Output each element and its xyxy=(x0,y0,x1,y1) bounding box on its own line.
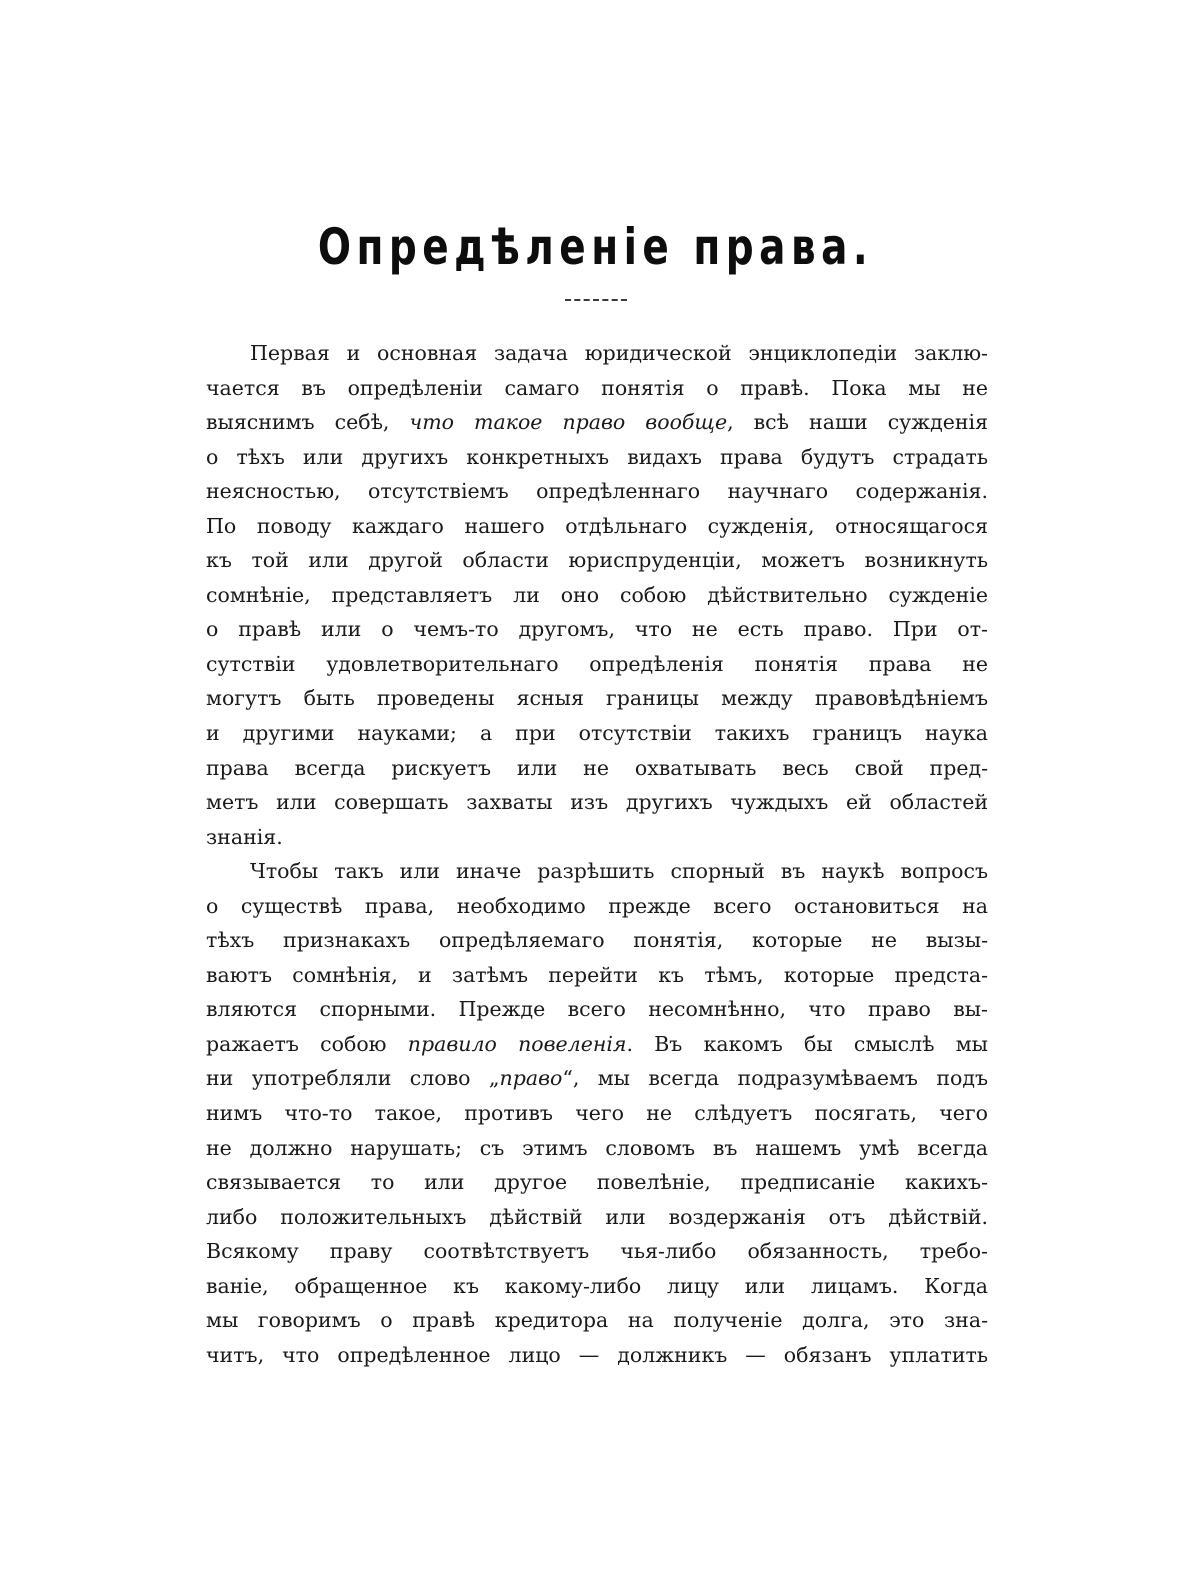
emphasis-text: что такое право вообще xyxy=(409,410,728,435)
text-line xyxy=(206,958,988,993)
text-line xyxy=(206,509,988,544)
text-line xyxy=(206,751,988,786)
text-run: читъ, что опредѣленное лицо — должникъ — обязанъ уплатить xyxy=(206,1342,988,1367)
text-run: выяснимъ себѣ, xyxy=(206,410,410,435)
text-run: ражаетъ собою xyxy=(206,1031,408,1056)
text-line xyxy=(206,716,988,751)
text-run: права всегда рискуетъ или не охватывать весь свой пред- xyxy=(206,755,988,780)
emphasis-text: правило повеленія xyxy=(407,1031,627,1056)
text-line xyxy=(206,1131,988,1166)
text-line xyxy=(206,1027,988,1062)
text-line xyxy=(206,1165,988,1200)
text-run: и другими науками; а при отсутствіи такихъ границъ наука xyxy=(206,721,988,746)
text-line xyxy=(206,889,988,924)
text-run: о тѣхъ или другихъ конкретныхъ видахъ права будутъ страдать xyxy=(206,444,988,469)
text-run: Чтобы такъ или иначе разрѣшить спорный въ наукѣ вопросъ xyxy=(250,859,988,884)
text-run: знанія. xyxy=(206,824,283,849)
text-run: ваніе, обращенное къ какому-либо лицу или лицамъ. Когда xyxy=(206,1273,988,1298)
text-run: , всѣ наши сужденія xyxy=(727,410,988,435)
emphasis-text: право xyxy=(499,1066,563,1091)
text-run: ваютъ сомнѣнія, и затѣмъ перейти къ тѣмъ, которые предста- xyxy=(206,962,988,987)
text-line xyxy=(206,1303,988,1338)
text-line xyxy=(206,923,988,958)
text-run: либо положительныхъ дѣйствій или воздержанія отъ дѣйствій. xyxy=(206,1204,988,1229)
text-run: тѣхъ признакахъ опредѣляемаго понятія, которые не вызы- xyxy=(206,928,988,953)
text-line xyxy=(206,1200,988,1235)
text-line xyxy=(206,992,988,1027)
text-run: Первая и основная задача юридической энциклопедіи заклю- xyxy=(250,341,988,365)
text-line xyxy=(206,785,988,820)
text-run: не должно нарушать; съ этимъ словомъ въ нашемъ умѣ всегда xyxy=(206,1135,988,1160)
text-run: могутъ быть проведены ясныя границы между правовѣдѣніемъ xyxy=(206,686,988,711)
text-line xyxy=(206,612,988,647)
text-run: метъ или совершать захваты изъ другихъ чуждыхъ ей областей xyxy=(206,790,988,815)
text-run: ни употребляли слово „ xyxy=(206,1066,500,1091)
text-run: . Въ какомъ бы смыслѣ мы xyxy=(626,1031,988,1056)
title-divider xyxy=(565,299,627,301)
body-text xyxy=(206,336,988,1372)
text-line xyxy=(206,578,988,613)
text-line xyxy=(206,336,988,371)
text-run: неясностью, отсутствіемъ опредѣленнаго научнаго содержанія. xyxy=(206,479,988,504)
text-run: мы говоримъ о правѣ кредитора на полученіе долга, это зна- xyxy=(206,1308,988,1333)
text-line xyxy=(206,681,988,716)
text-line xyxy=(206,1269,988,1304)
text-line xyxy=(206,1338,988,1373)
text-run: Всякому праву соотвѣтствуетъ чья-либо обязанность, требо- xyxy=(206,1239,988,1264)
text-run: вляются спорными. Прежде всего несомнѣнно, что право вы- xyxy=(206,997,988,1022)
text-line xyxy=(206,1234,988,1269)
text-line xyxy=(206,1096,988,1131)
text-line xyxy=(206,543,988,578)
text-run: По поводу каждаго нашего отдѣльнаго сужденія, относящагося xyxy=(206,513,988,538)
text-run: чается въ опредѣленіи самаго понятія о правѣ. Пока мы не xyxy=(206,375,988,400)
text-line xyxy=(206,405,988,440)
text-line xyxy=(206,854,988,889)
text-run: нимъ что-то такое, противъ чего не слѣдуетъ посягать, чего xyxy=(206,1101,988,1126)
chapter-title: Опредѣленіе права. xyxy=(317,218,874,276)
text-line xyxy=(206,647,988,682)
text-run: “, мы всегда подразумѣваемъ подъ xyxy=(562,1066,989,1091)
text-run: сомнѣніе, представляетъ ли оно собою дѣйствительно сужденіе xyxy=(206,582,988,607)
text-line xyxy=(206,820,988,855)
text-line xyxy=(206,440,988,475)
text-run: о существѣ права, необходимо прежде всего остановиться на xyxy=(206,893,988,918)
text-line xyxy=(206,474,988,509)
text-run: о правѣ или о чемъ-то другомъ, что не есть право. При от- xyxy=(206,617,988,642)
text-line xyxy=(206,371,988,406)
text-run: связывается то или другое повелѣніе, предписаніе какихъ- xyxy=(206,1170,988,1195)
text-line xyxy=(206,1061,988,1096)
text-run: сутствіи удовлетворительнаго опредѣленія понятія права не xyxy=(206,651,988,676)
text-run: къ той или другой области юриспруденціи, можетъ возникнуть xyxy=(206,548,988,573)
